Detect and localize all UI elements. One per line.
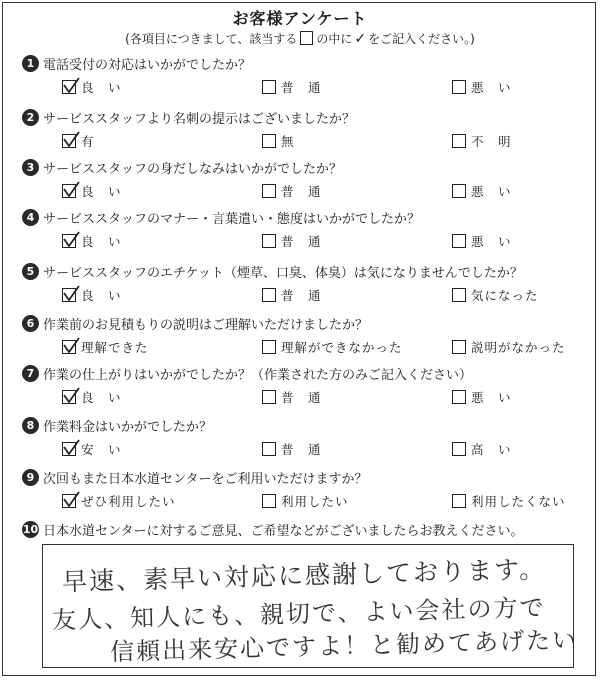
option-label: 悪 い <box>471 184 512 199</box>
checkmark-icon <box>61 386 81 406</box>
question-1 <box>22 54 251 73</box>
question-10 <box>22 520 523 539</box>
option-label: 気になった <box>471 288 539 303</box>
question-text: サービススタッフより名刺の提示はございましたか？ <box>43 112 356 127</box>
question-8-option-2[interactable] <box>262 440 322 458</box>
question-3-option-2[interactable] <box>262 182 322 200</box>
checked-checkbox[interactable] <box>62 80 76 94</box>
question-5-option-2[interactable] <box>262 286 322 304</box>
option-label: 良 い <box>81 80 122 95</box>
comment-line-1: 早速、素早い対応に感謝しております。 <box>61 554 547 597</box>
option-label: 安 い <box>81 442 122 457</box>
question-number-badge: 2 <box>22 109 39 126</box>
question-3-option-1[interactable] <box>62 182 122 200</box>
option-label: 利用したくない <box>471 494 566 509</box>
question-number-badge: 4 <box>22 209 39 226</box>
checkbox[interactable] <box>262 442 276 456</box>
question-number-badge: 5 <box>22 263 39 280</box>
checkbox[interactable] <box>452 340 466 354</box>
question-2-option-2[interactable] <box>262 132 295 150</box>
option-label: 普 通 <box>281 184 322 199</box>
question-number-badge: 9 <box>22 469 39 486</box>
checkbox[interactable] <box>262 80 276 94</box>
comment-line-3: 信頼出来安心ですよ！と勧めてあげたい <box>109 625 579 667</box>
question-9-option-3[interactable] <box>452 492 566 510</box>
option-label: 良 い <box>81 288 122 303</box>
checkmark-icon <box>61 336 81 356</box>
question-text: サービススタッフのエチケット（煙草、口臭、体臭）は気になりませんでしたか？ <box>43 266 523 281</box>
checked-checkbox[interactable] <box>62 184 76 198</box>
option-label: 不 明 <box>471 134 512 149</box>
checked-checkbox[interactable] <box>62 288 76 302</box>
question-number-badge: 7 <box>22 365 39 382</box>
question-6-option-3[interactable] <box>452 338 566 356</box>
option-label: 無 <box>281 134 295 149</box>
question-number-badge: 1 <box>22 55 39 72</box>
checkbox[interactable] <box>452 494 466 508</box>
question-text: サービススタッフの身だしなみはいかがでしたか？ <box>43 162 343 177</box>
question-4-option-2[interactable] <box>262 232 322 250</box>
option-label: 悪 い <box>471 234 512 249</box>
question-8-option-1[interactable] <box>62 440 122 458</box>
question-6 <box>22 314 368 333</box>
question-7-option-3[interactable] <box>452 388 512 406</box>
question-text: 日本水道センターに対するご意見、ご希望などがございましたらお教えください。 <box>43 524 524 539</box>
option-label: 良 い <box>81 184 122 199</box>
checkbox[interactable] <box>452 234 466 248</box>
option-label: 良 い <box>81 234 122 249</box>
checkbox[interactable] <box>452 390 466 404</box>
question-text: 次回もまた日本水道センターをご利用いただけますか？ <box>43 472 368 487</box>
question-4-option-3[interactable] <box>452 232 512 250</box>
checkbox[interactable] <box>262 494 276 508</box>
checkbox[interactable] <box>262 134 276 148</box>
question-8 <box>22 416 212 435</box>
question-number-badge: 10 <box>22 523 39 536</box>
question-9-option-2[interactable] <box>262 492 349 510</box>
question-number-badge: 8 <box>22 417 39 434</box>
question-number-badge: 3 <box>22 159 39 176</box>
checkmark-icon <box>61 130 81 150</box>
checkbox[interactable] <box>452 80 466 94</box>
question-4 <box>22 208 420 227</box>
checked-checkbox[interactable] <box>62 134 76 148</box>
question-9 <box>22 468 367 487</box>
option-label: 普 通 <box>281 80 322 95</box>
question-7-option-2[interactable] <box>262 388 322 406</box>
question-1-option-1[interactable] <box>62 78 122 96</box>
checkmark-icon <box>61 230 81 250</box>
question-8-option-3[interactable] <box>452 440 512 458</box>
checkbox[interactable] <box>262 288 276 302</box>
question-7-option-1[interactable] <box>62 388 122 406</box>
question-number-badge: 6 <box>22 315 39 332</box>
checkbox[interactable] <box>452 184 466 198</box>
option-label: 理解できた <box>81 340 149 355</box>
option-label: 普 通 <box>281 390 322 405</box>
question-6-option-1[interactable] <box>62 338 149 356</box>
question-1-option-3[interactable] <box>452 78 512 96</box>
checkmark-icon <box>61 76 81 96</box>
question-text: サービススタッフのマナー・言葉遣い・態度はいかがでしたか？ <box>43 212 421 227</box>
option-label: 普 通 <box>281 442 322 457</box>
checkbox[interactable] <box>452 134 466 148</box>
question-text: 作業料金はいかがでしたか？ <box>43 420 213 435</box>
question-text: 電話受付の対応はいかがでしたか？ <box>43 58 252 73</box>
question-5-option-3[interactable] <box>452 286 539 304</box>
instruction-line <box>0 30 600 47</box>
checkmark-icon <box>61 490 81 510</box>
option-label: 高 い <box>471 442 512 457</box>
question-text: 作業前のお見積もりの説明はご理解いただけましたか？ <box>43 318 369 333</box>
checkbox[interactable] <box>262 184 276 198</box>
question-9-option-1[interactable] <box>62 492 176 510</box>
question-6-option-2[interactable] <box>262 338 403 356</box>
question-2-option-1[interactable] <box>62 132 95 150</box>
question-3 <box>22 158 342 177</box>
instruction-text-before: (各項目につきまして、該当する <box>125 32 298 46</box>
option-label: ぜひ利用したい <box>81 494 176 509</box>
checkmark-icon: ✓ <box>354 31 367 47</box>
checked-checkbox[interactable] <box>62 442 76 456</box>
option-label: 普 通 <box>281 288 322 303</box>
question-text: 作業の仕上がりはいかがでしたか？（作業された方のみご記入ください） <box>43 368 473 383</box>
question-4-option-1[interactable] <box>62 232 122 250</box>
checked-checkbox[interactable] <box>62 234 76 248</box>
survey-title: お客様アンケート <box>232 9 368 28</box>
question-5 <box>22 262 523 281</box>
question-5-option-1[interactable] <box>62 286 122 304</box>
empty-box-icon <box>300 31 313 45</box>
checked-checkbox[interactable] <box>62 340 76 354</box>
checkbox[interactable] <box>262 234 276 248</box>
question-7 <box>22 364 472 383</box>
checkbox[interactable] <box>452 442 466 456</box>
comment-line-2: 友人、知人にも、親切で、よい会社の方で <box>51 593 546 635</box>
option-label: 悪 い <box>471 390 512 405</box>
question-3-option-3[interactable] <box>452 182 512 200</box>
question-2-option-3[interactable] <box>452 132 512 150</box>
checkmark-icon <box>61 180 81 200</box>
checkbox[interactable] <box>262 340 276 354</box>
checked-checkbox[interactable] <box>62 390 76 404</box>
instruction-text-after: をご記入ください。) <box>368 32 475 46</box>
option-label: 良 い <box>81 390 122 405</box>
option-label: 利用したい <box>281 494 349 509</box>
option-label: 普 通 <box>281 234 322 249</box>
option-label: 有 <box>81 134 95 149</box>
option-label: 悪 い <box>471 80 512 95</box>
option-label: 説明がなかった <box>471 340 566 355</box>
checkbox[interactable] <box>262 390 276 404</box>
checkbox[interactable] <box>452 288 466 302</box>
question-2 <box>22 108 355 127</box>
question-1-option-2[interactable] <box>262 78 322 96</box>
checkmark-icon <box>61 438 81 458</box>
option-label: 理解ができなかった <box>281 340 403 355</box>
checkmark-icon <box>61 284 81 304</box>
checked-checkbox[interactable] <box>62 494 76 508</box>
instruction-text-middle: の中に <box>316 32 353 46</box>
